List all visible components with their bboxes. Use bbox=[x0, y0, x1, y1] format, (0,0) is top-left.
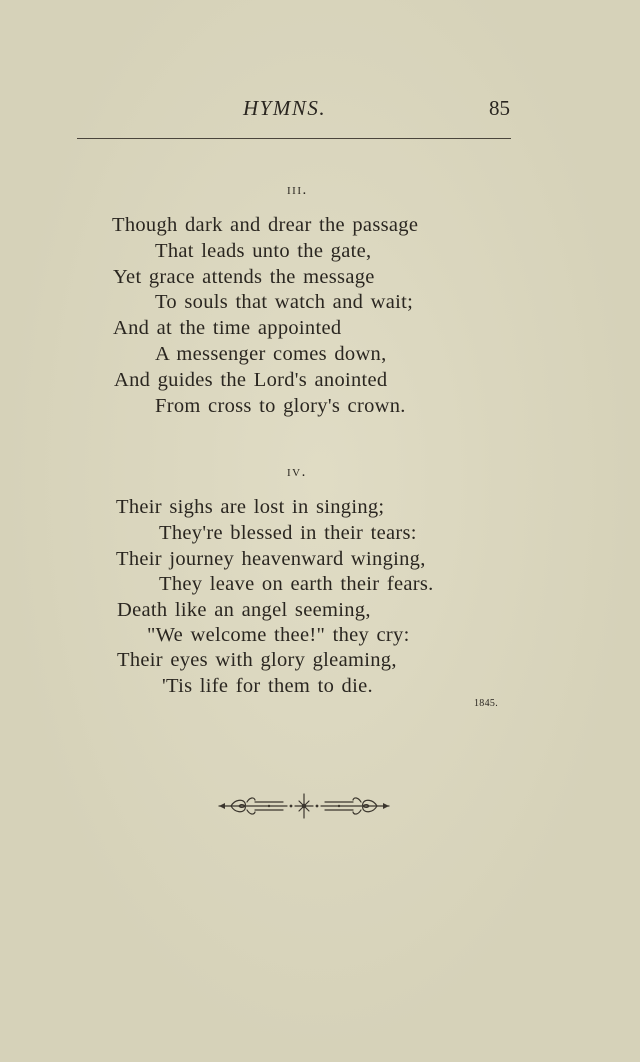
verse-line: And guides the Lord's anointed bbox=[114, 369, 388, 391]
running-head bbox=[0, 96, 640, 126]
verse-line: From cross to glory's crown. bbox=[155, 395, 406, 417]
verse-line: A messenger comes down, bbox=[155, 343, 387, 365]
stanza-number: iii. bbox=[287, 182, 308, 198]
tailpiece-ornament-icon bbox=[217, 791, 391, 821]
verse-line: Their eyes with glory gleaming, bbox=[117, 649, 397, 671]
verse-line: And at the time appointed bbox=[113, 317, 342, 339]
header-rule bbox=[77, 138, 511, 139]
verse-line: They're blessed in their tears: bbox=[159, 522, 417, 544]
running-title: HYMNS. bbox=[243, 96, 327, 120]
verse-line: That leads unto the gate, bbox=[155, 240, 372, 262]
verse-line: To souls that watch and wait; bbox=[155, 291, 414, 313]
verse-line: Though dark and drear the passage bbox=[112, 214, 419, 236]
verse-line: Their journey heavenward winging, bbox=[116, 548, 426, 570]
verse-line: They leave on earth their fears. bbox=[159, 573, 434, 595]
verse-line: "We welcome thee!" they cry: bbox=[147, 624, 410, 646]
verse-line: 'Tis life for them to die. bbox=[162, 675, 373, 697]
composition-date: 1845. bbox=[474, 698, 498, 709]
verse-line: Death like an angel seeming, bbox=[117, 599, 371, 621]
verse-line: Yet grace attends the message bbox=[113, 266, 375, 288]
page-number: 85 bbox=[489, 96, 510, 120]
verse-line: Their sighs are lost in singing; bbox=[116, 496, 385, 518]
stanza-number: iv. bbox=[287, 464, 307, 480]
